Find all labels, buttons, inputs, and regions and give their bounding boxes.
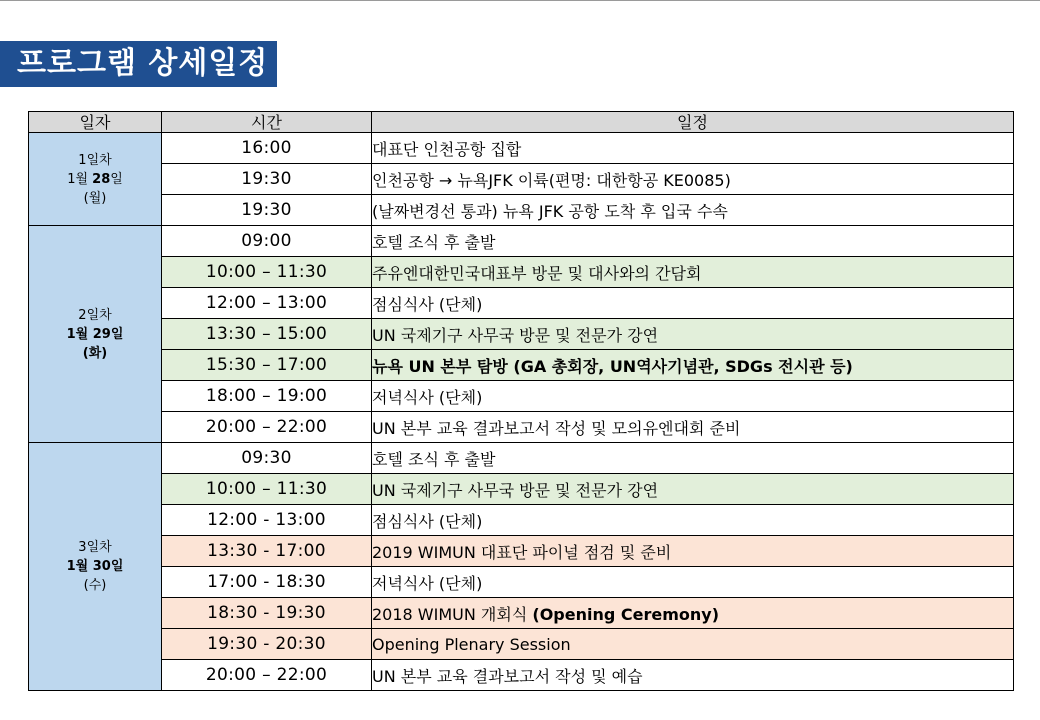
day-label: 2일차 xyxy=(78,307,112,323)
event-cell: UN 국제기구 사무국 방문 및 전문가 강연 xyxy=(372,474,1014,505)
time-cell: 09:00 xyxy=(162,226,372,257)
page-title: 프로그램 상세일정 xyxy=(0,41,277,87)
time-cell: 09:30 xyxy=(162,443,372,474)
event-cell: 호텔 조식 후 출발 xyxy=(372,226,1014,257)
time-cell: 18:00 – 19:00 xyxy=(162,381,372,412)
event-cell: 뉴욕 UN 본부 탐방 (GA 총회장, UN역사기념관, SDGs 전시관 등) xyxy=(372,350,1014,381)
event-cell: 대표단 인천공항 집합 xyxy=(372,133,1014,164)
table-row xyxy=(29,133,1014,164)
table-row xyxy=(29,443,1014,474)
day-cell-1 xyxy=(29,133,162,226)
event-cell xyxy=(372,598,1014,629)
table-row xyxy=(29,381,1014,412)
time-cell: 20:00 – 22:00 xyxy=(162,660,372,691)
schedule-table xyxy=(28,111,1014,691)
header-event: 일정 xyxy=(372,112,1014,133)
table-row xyxy=(29,257,1014,288)
table-row xyxy=(29,350,1014,381)
day-date: 1월 29일 xyxy=(66,326,124,342)
time-cell: 19:30 - 20:30 xyxy=(162,629,372,660)
event-cell: 저녁식사 (단체) xyxy=(372,567,1014,598)
day-weekday: (화) xyxy=(82,345,108,361)
time-cell: 18:30 - 19:30 xyxy=(162,598,372,629)
event-cell: Opening Plenary Session xyxy=(372,629,1014,660)
event-cell: (날짜변경선 통과) 뉴욕 JFK 공항 도착 후 입국 수속 xyxy=(372,195,1014,226)
day-weekday: (월) xyxy=(83,190,107,206)
table-row xyxy=(29,412,1014,443)
time-cell: 10:00 – 11:30 xyxy=(162,257,372,288)
table-row xyxy=(29,319,1014,350)
event-cell: 호텔 조식 후 출발 xyxy=(372,443,1014,474)
time-cell: 19:30 xyxy=(162,164,372,195)
time-cell: 19:30 xyxy=(162,195,372,226)
table-row xyxy=(29,598,1014,629)
day-weekday: (수) xyxy=(83,578,107,593)
table-row xyxy=(29,195,1014,226)
time-cell: 12:00 - 13:00 xyxy=(162,505,372,536)
event-cell: 인천공항 → 뉴욕JFK 이륙(편명: 대한항공 KE0085) xyxy=(372,164,1014,195)
table-row xyxy=(29,660,1014,691)
day-cell-3 xyxy=(29,443,162,691)
day-date: 1월 30일 xyxy=(66,559,124,574)
time-cell: 15:30 – 17:00 xyxy=(162,350,372,381)
table-row xyxy=(29,505,1014,536)
table-header-row xyxy=(29,112,1014,133)
event-cell: UN 국제기구 사무국 방문 및 전문가 강연 xyxy=(372,319,1014,350)
event-cell: 주유엔대한민국대표부 방문 및 대사와의 간담회 xyxy=(372,257,1014,288)
time-cell: 13:30 - 17:00 xyxy=(162,536,372,567)
table-row xyxy=(29,226,1014,257)
table-row xyxy=(29,536,1014,567)
day-date: 1월 28일 xyxy=(67,171,123,187)
event-text-bold: (Opening Ceremony) xyxy=(532,604,720,624)
time-cell: 13:30 – 15:00 xyxy=(162,319,372,350)
table-row xyxy=(29,567,1014,598)
event-cell: 점심식사 (단체) xyxy=(372,505,1014,536)
table-row xyxy=(29,474,1014,505)
event-cell: 저녁식사 (단체) xyxy=(372,381,1014,412)
event-cell: 2019 WIMUN 대표단 파이널 점검 및 준비 xyxy=(372,536,1014,567)
event-cell: UN 본부 교육 결과보고서 작성 및 모의유엔대회 준비 xyxy=(372,412,1014,443)
day-label: 1일차 xyxy=(78,152,112,168)
day-label: 3일차 xyxy=(78,540,112,555)
event-cell: 점심식사 (단체) xyxy=(372,288,1014,319)
top-divider xyxy=(0,0,1040,1)
time-cell: 17:00 - 18:30 xyxy=(162,567,372,598)
time-cell: 20:00 – 22:00 xyxy=(162,412,372,443)
event-cell: UN 본부 교육 결과보고서 작성 및 예습 xyxy=(372,660,1014,691)
time-cell: 16:00 xyxy=(162,133,372,164)
day-cell-2 xyxy=(29,226,162,443)
event-text: 2018 WIMUN 개회식 xyxy=(372,604,533,624)
time-cell: 12:00 – 13:00 xyxy=(162,288,372,319)
table-row xyxy=(29,288,1014,319)
table-row xyxy=(29,629,1014,660)
table-row xyxy=(29,164,1014,195)
time-cell: 10:00 – 11:30 xyxy=(162,474,372,505)
header-time: 시간 xyxy=(162,112,372,133)
header-day: 일자 xyxy=(29,112,162,133)
